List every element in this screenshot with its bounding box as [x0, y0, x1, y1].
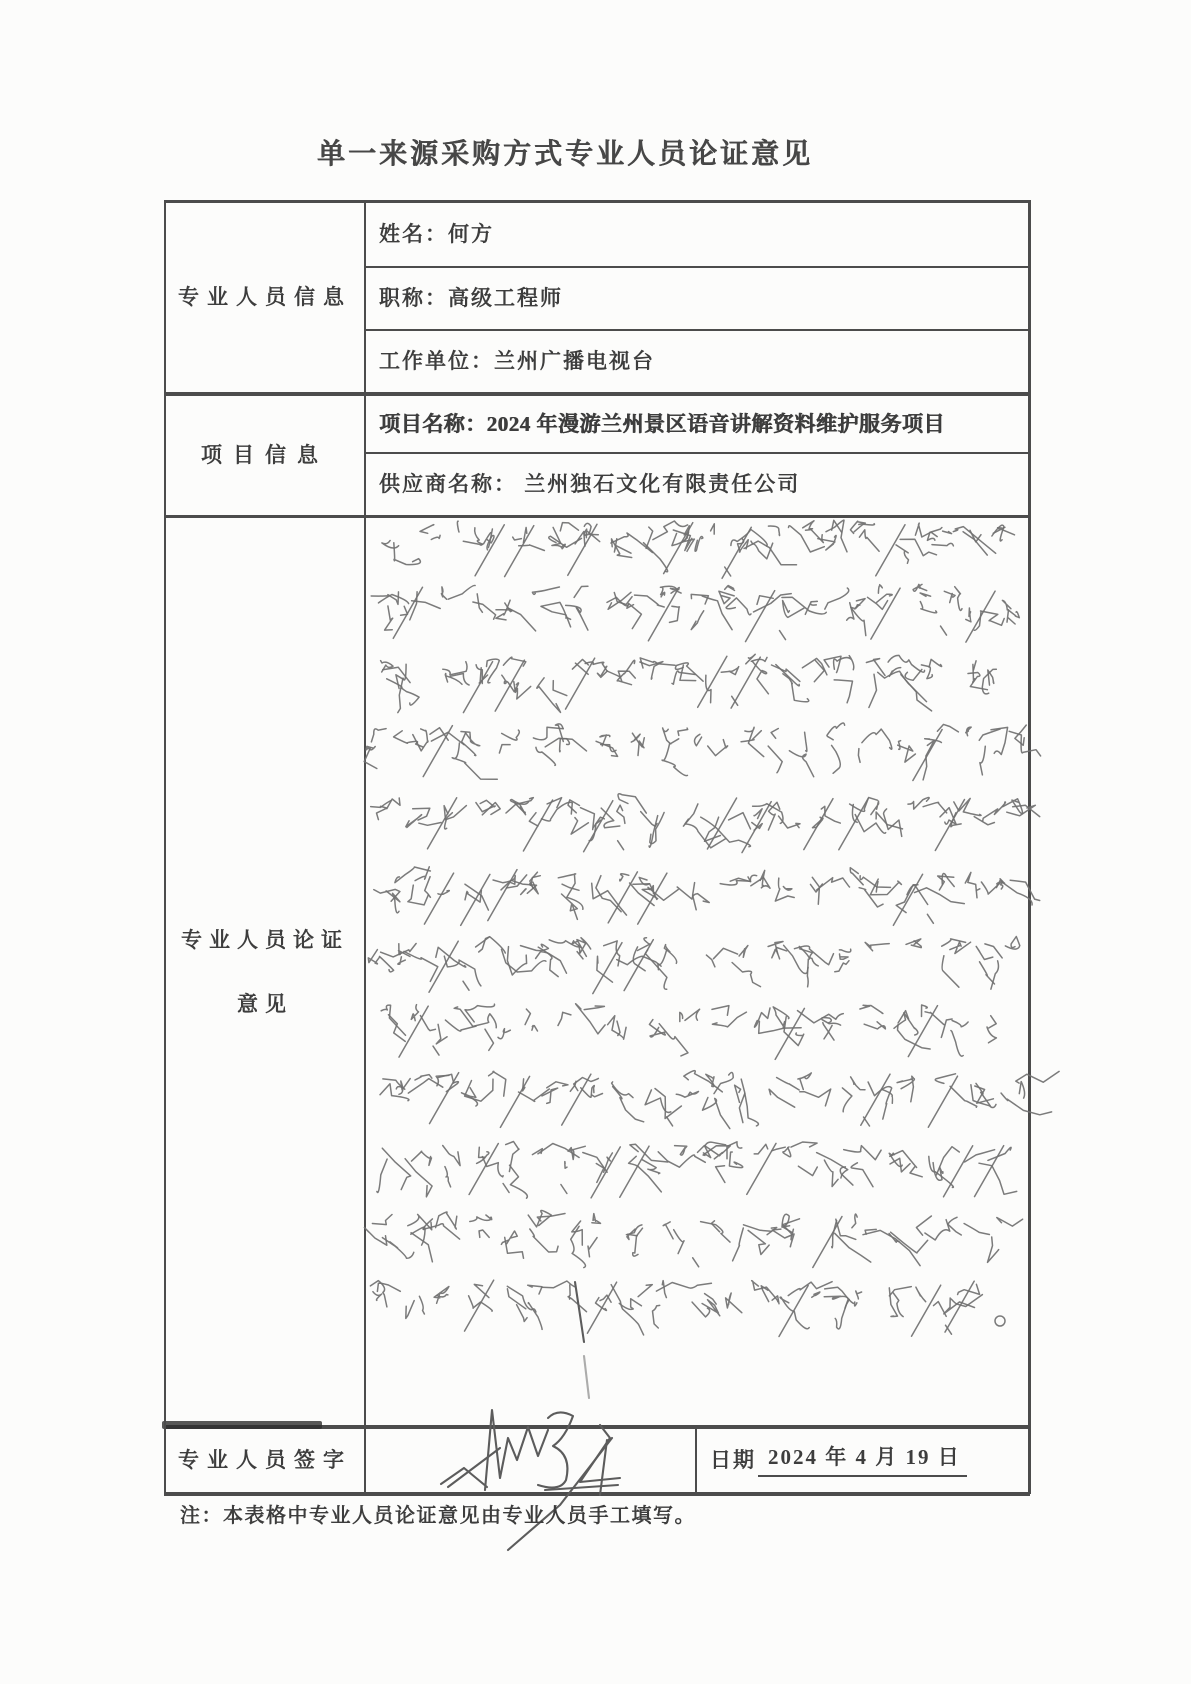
section-label-project-info: 项目信息 [201, 443, 329, 468]
field-job-title: 职称：高级工程师 [379, 286, 563, 311]
field-project-name: 项目名称：2024 年漫游兰州景区语音讲解资料维护服务项目 [379, 411, 945, 436]
opinion-label-line2: 意见 [237, 991, 293, 1016]
signature-leg [600, 1440, 607, 1495]
signature-loop [538, 1412, 573, 1487]
field-supplier-name: 供应商名称： 兰州独石文化有限责任公司 [379, 472, 801, 497]
date-value: 2024 年 4 月 19 日 [758, 1444, 967, 1476]
signature-hook [580, 1425, 620, 1482]
handwriting-period [995, 1316, 1005, 1326]
signature-prestroke [575, 1282, 584, 1342]
section-label-personnel-info: 专业人员信息 [178, 284, 352, 309]
date-label: 日期 [710, 1448, 756, 1473]
footnote: 注：本表格中专业人员论证意见由专业人员手工填写。 [180, 1505, 696, 1527]
handwritten-opinion-text [364, 515, 1028, 1425]
signature-spike [485, 1410, 548, 1490]
field-name: 姓名：何方 [379, 221, 494, 246]
page-title: 单一来源采购方式专业人员论证意见 [316, 138, 813, 169]
opinion-label-line1: 专业人员论证 [181, 927, 349, 952]
section-label-expert-opinion [166, 518, 364, 1425]
field-work-unit: 工作单位：兰州广播电视台 [379, 349, 655, 374]
section-label-signature: 专业人员签字 [178, 1448, 352, 1473]
table-border-bottom [164, 1492, 1030, 1496]
signature-diagonal-up [448, 1448, 500, 1487]
signature-bracket [441, 1468, 487, 1487]
column-divider-main [364, 200, 366, 1494]
signature-prestroke-faint [584, 1356, 589, 1398]
date-field [697, 1429, 1028, 1492]
signature-crossbar [545, 1485, 618, 1490]
table-border-right [1028, 200, 1031, 1494]
